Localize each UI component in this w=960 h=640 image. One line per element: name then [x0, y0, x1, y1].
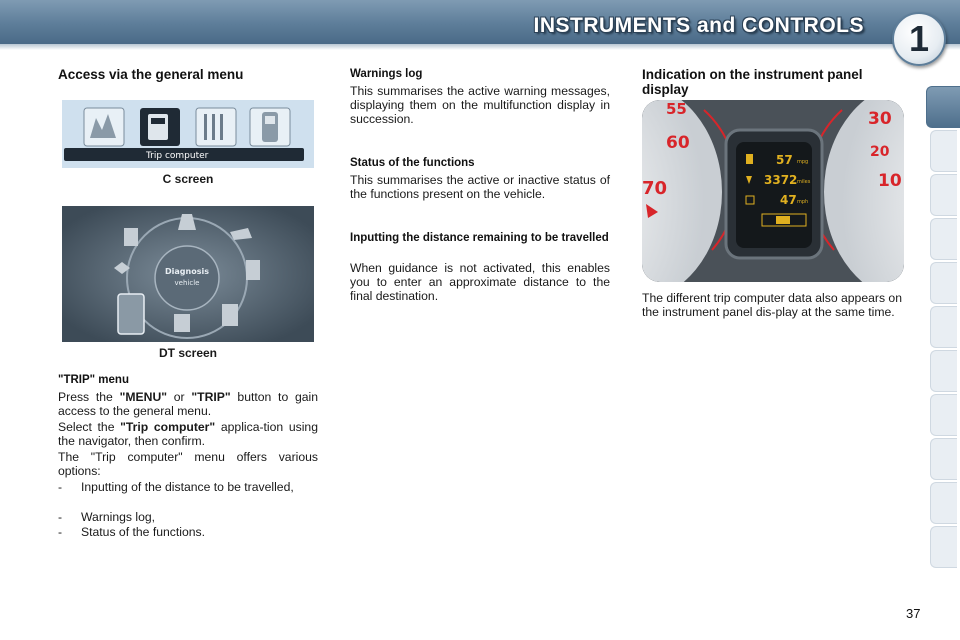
chapter-tab[interactable]: [930, 526, 957, 568]
readout-value: 3372: [764, 173, 798, 187]
page-title: INSTRUMENTS and CONTROLS: [533, 14, 864, 37]
chapter-tab[interactable]: [930, 130, 957, 172]
readout-unit: miles: [797, 179, 811, 185]
dt-center-label-line2: vehicle: [174, 279, 200, 287]
c-screen-menu-label: Trip computer: [146, 151, 209, 161]
chapter-tab[interactable]: [930, 394, 957, 436]
distance-input-text: When guidance is not activated, this enables you to enter an approximate distance to the final destination.: [350, 261, 610, 303]
chapter-tabs: [926, 66, 960, 578]
distance-input-heading: Inputting the distance remaining to be travelled: [350, 232, 609, 244]
page-number: 37: [906, 606, 921, 621]
c-screen-caption: C screen: [162, 172, 214, 186]
rpm-label: 20: [870, 144, 890, 160]
c-screen-image: [62, 100, 314, 168]
chapter-tab[interactable]: [930, 482, 957, 524]
list-item: - Inputting of the distance to be travelled,: [58, 480, 294, 494]
speed-label: 70: [642, 178, 668, 199]
readout-unit: mpg: [797, 159, 809, 165]
chapter-tab[interactable]: [930, 438, 957, 480]
trip-menu-paragraph-3: The "Trip computer" menu offers various options:: [58, 450, 318, 478]
chapter-tab-active[interactable]: [926, 86, 960, 128]
readout-value: 47: [780, 193, 797, 207]
instrument-panel-image: [642, 100, 904, 282]
dt-screen-caption: DT screen: [158, 346, 218, 360]
speed-label: 60: [666, 133, 690, 153]
section-title-general-menu: Access via the general menu: [58, 67, 244, 82]
rpm-label: 30: [868, 109, 892, 129]
dt-screen-image: [62, 206, 314, 342]
warnings-log-text: This summarises the active warning messages, displaying them on the multifunction display in succession.: [350, 84, 610, 126]
warnings-log-heading: Warnings log: [350, 68, 423, 80]
trip-menu-heading: "TRIP" menu: [58, 374, 129, 386]
chapter-tab[interactable]: [930, 350, 957, 392]
instrument-panel-text: The different trip computer data also appears on the instrument panel dis-play at the same time.: [642, 291, 902, 319]
chapter-tab[interactable]: [930, 306, 957, 348]
status-functions-text: This summarises the active or inactive status of the functions present on the vehicle.: [350, 173, 610, 201]
readout-unit: mph: [797, 199, 809, 205]
chapter-tab[interactable]: [930, 262, 957, 304]
chapter-number-badge: 1: [892, 12, 946, 66]
chapter-tab[interactable]: [930, 218, 957, 260]
status-functions-heading: Status of the functions: [350, 157, 475, 169]
list-item: - Warnings log,: [58, 510, 156, 524]
header-shadow: [0, 44, 960, 50]
speed-label: 55: [666, 100, 687, 118]
trip-menu-paragraph-1: Press the "MENU" or "TRIP" button to gain access to the general menu.: [58, 390, 319, 418]
rpm-label: 10: [878, 171, 902, 191]
readout-value: 57: [776, 153, 793, 167]
list-item: - Status of the functions.: [58, 525, 205, 539]
dt-center-label-line1: Diagnosis: [165, 267, 209, 276]
section-title-instrument-panel: Indication on the instrument panel display: [642, 67, 863, 97]
chapter-tab[interactable]: [930, 174, 957, 216]
trip-menu-paragraph-2: Select the "Trip computer" applica-tion using the navigator, then confirm.: [58, 420, 318, 448]
